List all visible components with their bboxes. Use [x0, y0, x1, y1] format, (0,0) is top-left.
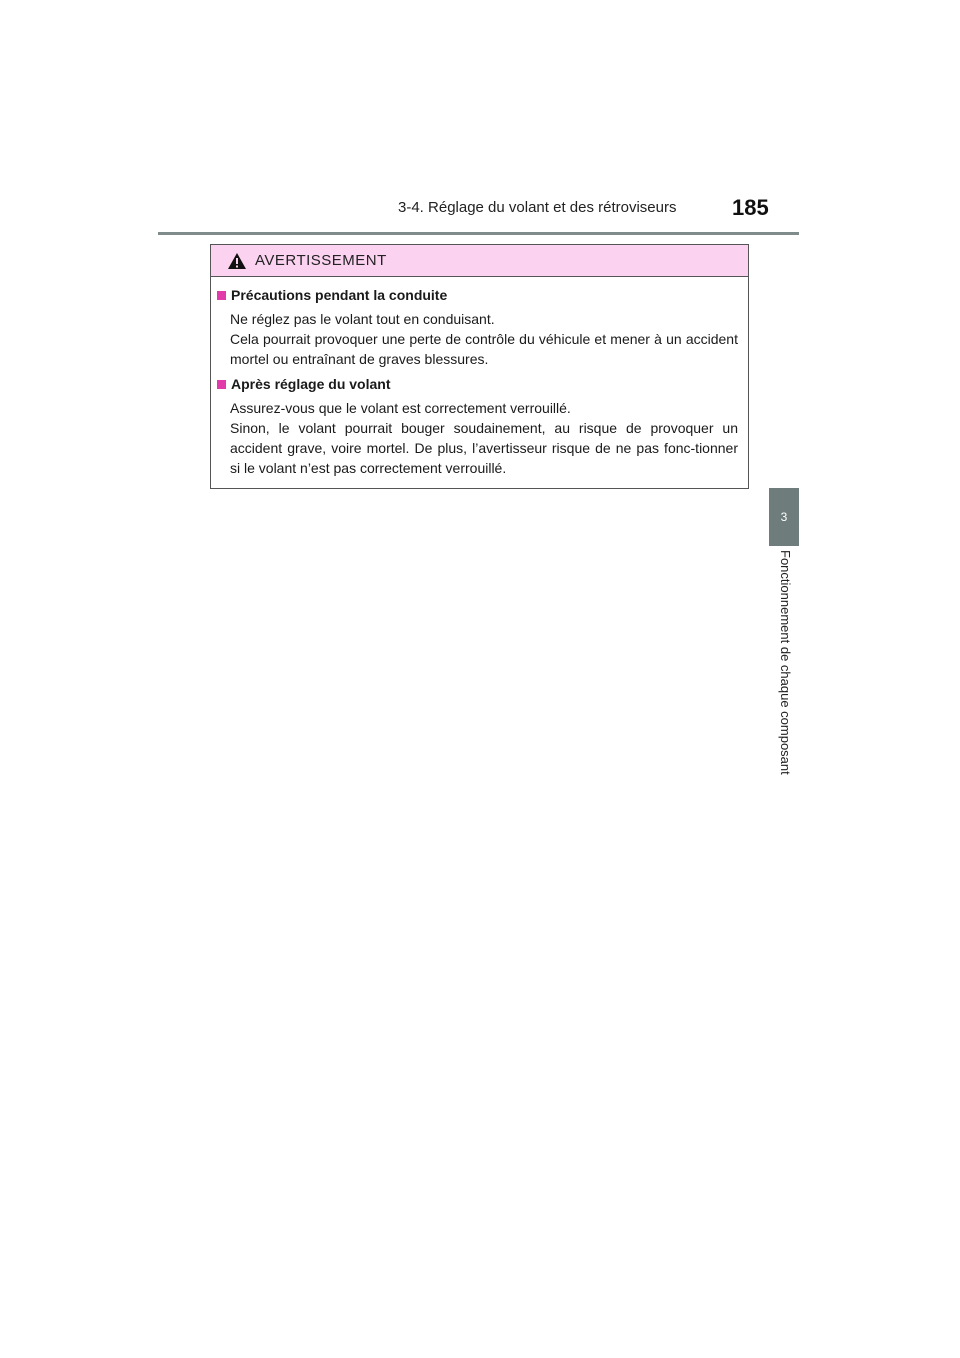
square-bullet-icon: [217, 380, 226, 389]
chapter-number: 3: [780, 510, 788, 524]
section-heading: [217, 376, 738, 392]
section-heading: [217, 287, 738, 303]
warning-title: AVERTISSEMENT: [255, 252, 387, 269]
warning-section: [217, 287, 738, 369]
warning-triangle-icon: [227, 252, 247, 270]
paragraph: Sinon, le volant pourrait bouger soudainement, au risque de provoquer un accident grave, voire mortel. De plus, l’avertisseur risque de ne pas fonc-tionner si le volant n’est pas correctement verrouillé.: [230, 420, 738, 476]
section-title: 3-4. Réglage du volant et des rétroviseurs: [398, 199, 677, 216]
page-number: 185: [732, 195, 769, 220]
chapter-tab: [769, 488, 799, 546]
warning-body: [211, 277, 748, 478]
warning-header: [211, 245, 748, 277]
chapter-label: Fonctionnement de chaque composant: [778, 550, 793, 775]
section-heading-text: Après réglage du volant: [231, 376, 391, 392]
header-rule: [158, 232, 799, 235]
paragraph: Ne réglez pas le volant tout en conduisant.: [230, 311, 495, 327]
section-heading-text: Précautions pendant la conduite: [231, 287, 448, 303]
square-bullet-icon: [217, 291, 226, 300]
warning-box: [210, 244, 749, 489]
warning-section: [217, 376, 738, 478]
paragraph: Assurez-vous que le volant est correctement verrouillé.: [230, 400, 571, 416]
paragraph: Cela pourrait provoquer une perte de contrôle du véhicule et mener à un accident mortel ou entraînant de graves blessures.: [230, 331, 738, 367]
chapter-label-container: [769, 550, 799, 810]
